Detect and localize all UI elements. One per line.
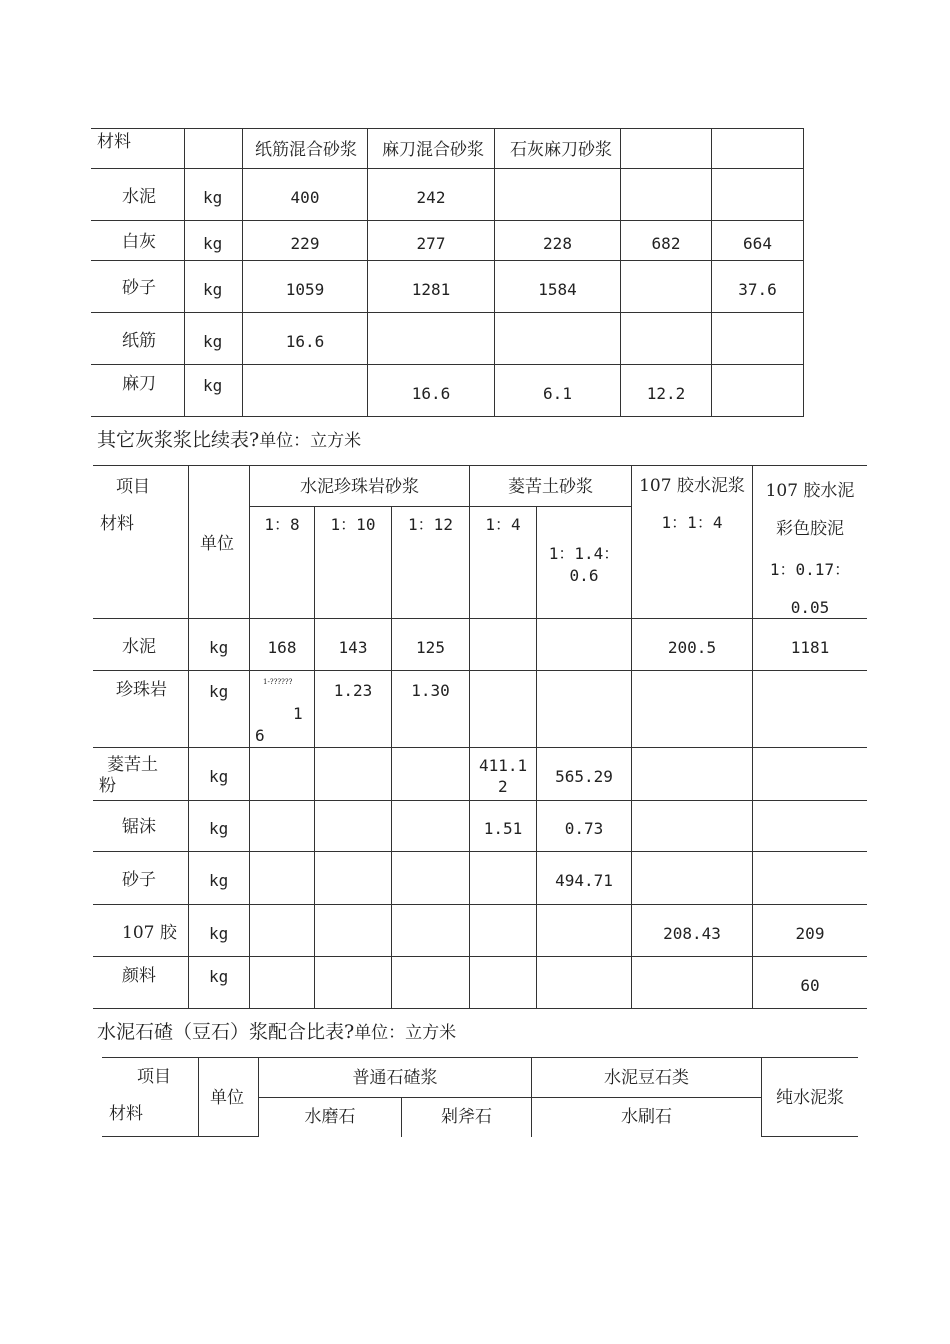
row-name: 白灰 (122, 232, 156, 252)
title-unit: 单位：立方米 (354, 1023, 457, 1043)
cell-value: 664 (743, 234, 772, 253)
row-unit: kg (203, 376, 223, 395)
garbled-text: 1-?????? (263, 678, 293, 686)
title-text: 其它灰浆浆比续表? (97, 429, 260, 451)
row-name: 麻刀 (122, 374, 156, 394)
cell-value: 565.29 (555, 767, 613, 786)
title-unit: 单位：立方米 (259, 431, 362, 451)
cell-value: 2 (498, 777, 508, 796)
cell-value: 1 (293, 704, 303, 723)
ratio-1-0.17: 1：0.17： (769, 560, 851, 579)
row-unit: kg (209, 871, 229, 890)
cell-value: 60 (800, 976, 820, 995)
row-name: 纸筋 (122, 331, 156, 351)
header-material: 材料 (100, 514, 134, 534)
cell-value: 494.71 (555, 871, 613, 890)
header-107-cement-paste: 107 胶水泥浆 (639, 476, 745, 496)
row-unit: kg (203, 188, 223, 207)
row-name: 水泥 (122, 637, 156, 657)
row-unit: kg (209, 767, 229, 786)
header-ordinary-stone-paste: 普通石碴浆 (352, 1068, 438, 1088)
row-unit: kg (203, 280, 223, 299)
header-cement-pea-stone: 水泥豆石类 (604, 1068, 689, 1088)
row-name: 粉 (99, 776, 116, 796)
cell-value: 168 (267, 638, 297, 657)
cell-value: 0.73 (564, 819, 604, 838)
cell-value: 1059 (285, 280, 325, 299)
header-perlite-mortar: 水泥珍珠岩砂浆 (300, 477, 419, 497)
cell-value: 12.2 (646, 384, 686, 403)
ratio-1-12: 1：12 (408, 515, 453, 534)
row-name: 颜料 (122, 966, 156, 986)
header-item: 项目 (116, 477, 150, 497)
header-material: 材料 (109, 1104, 143, 1124)
row-name: 砂子 (122, 870, 156, 890)
cell-value: 37.6 (738, 280, 777, 299)
cell-value: 200.5 (667, 638, 717, 657)
cell-value: 228 (543, 234, 572, 253)
cell-value: 277 (416, 234, 446, 253)
row-unit: kg (209, 924, 229, 943)
row-unit: kg (209, 967, 229, 986)
row-unit: kg (209, 638, 229, 657)
header-hemp-mixed-mortar: 麻刀混合砂浆 (382, 140, 484, 160)
ratio-1-1.4: 1：1.4： (548, 544, 620, 563)
cell-value: 208.43 (663, 924, 721, 943)
cell-value: 16.6 (285, 332, 325, 351)
cell-value: 1181 (790, 638, 830, 657)
header-paper-fiber-mortar: 纸筋混合砂浆 (255, 140, 357, 160)
header-magnesia-mortar: 菱苦土砂浆 (508, 477, 593, 497)
ratio-1-10: 1：10 (330, 515, 376, 534)
header-pure-cement-paste: 纯水泥浆 (776, 1088, 844, 1108)
cell-value: 400 (290, 188, 320, 207)
row-unit: kg (209, 819, 229, 838)
header-terrazzo: 水磨石 (304, 1107, 356, 1127)
cell-value: 229 (290, 234, 320, 253)
row-unit: kg (209, 682, 229, 701)
row-name: 珍珠岩 (116, 680, 167, 700)
cell-value: 6.1 (543, 384, 572, 403)
cell-value: 411.1 (479, 756, 528, 775)
cell-value: 682 (651, 234, 681, 253)
header-axed-stone: 剁斧石 (441, 1107, 492, 1127)
header-lime-hemp-mortar: 石灰麻刀砂浆 (510, 140, 612, 160)
cell-value: 1.23 (333, 681, 373, 700)
ratio-1-8: 1：8 (264, 515, 300, 534)
cell-value: 125 (416, 638, 445, 657)
header-unit: 单位 (210, 1088, 244, 1108)
row-unit: kg (203, 332, 223, 351)
cell-value: 143 (338, 638, 368, 657)
ratio-0.05: 0.05 (790, 598, 830, 617)
cell-value: 242 (416, 188, 446, 207)
row-name: 砂子 (122, 278, 156, 298)
header-item: 项目 (137, 1067, 171, 1087)
header-washed-stone: 水刷石 (621, 1107, 672, 1127)
row-name: 水泥 (122, 187, 156, 207)
ratio-0.6: 0.6 (569, 566, 599, 585)
title-text: 水泥石碴（豆石）浆配合比表? (97, 1021, 355, 1043)
ratio-1-4: 1：4 (485, 515, 521, 534)
cell-value: 6 (255, 726, 265, 745)
row-name: 107 胶 (122, 923, 177, 943)
row-name: 锯沫 (122, 817, 156, 837)
cell-value: 1584 (538, 280, 577, 299)
row-name: 菱苦土 (107, 755, 158, 775)
cell-value: 1.51 (483, 819, 523, 838)
cell-value: 16.6 (411, 384, 451, 403)
row-unit: kg (203, 234, 223, 253)
header-unit: 单位 (200, 534, 234, 554)
header-107-cement-line1: 107 胶水泥 (765, 481, 855, 501)
cell-value: 1281 (411, 280, 451, 299)
cell-value: 1.30 (411, 681, 450, 700)
cell-value: 209 (795, 924, 825, 943)
ratio-1-1-4: 1：1：4 (661, 513, 723, 532)
header-colored-putty: 彩色胶泥 (776, 519, 844, 539)
header-material: 材料 (97, 132, 131, 152)
